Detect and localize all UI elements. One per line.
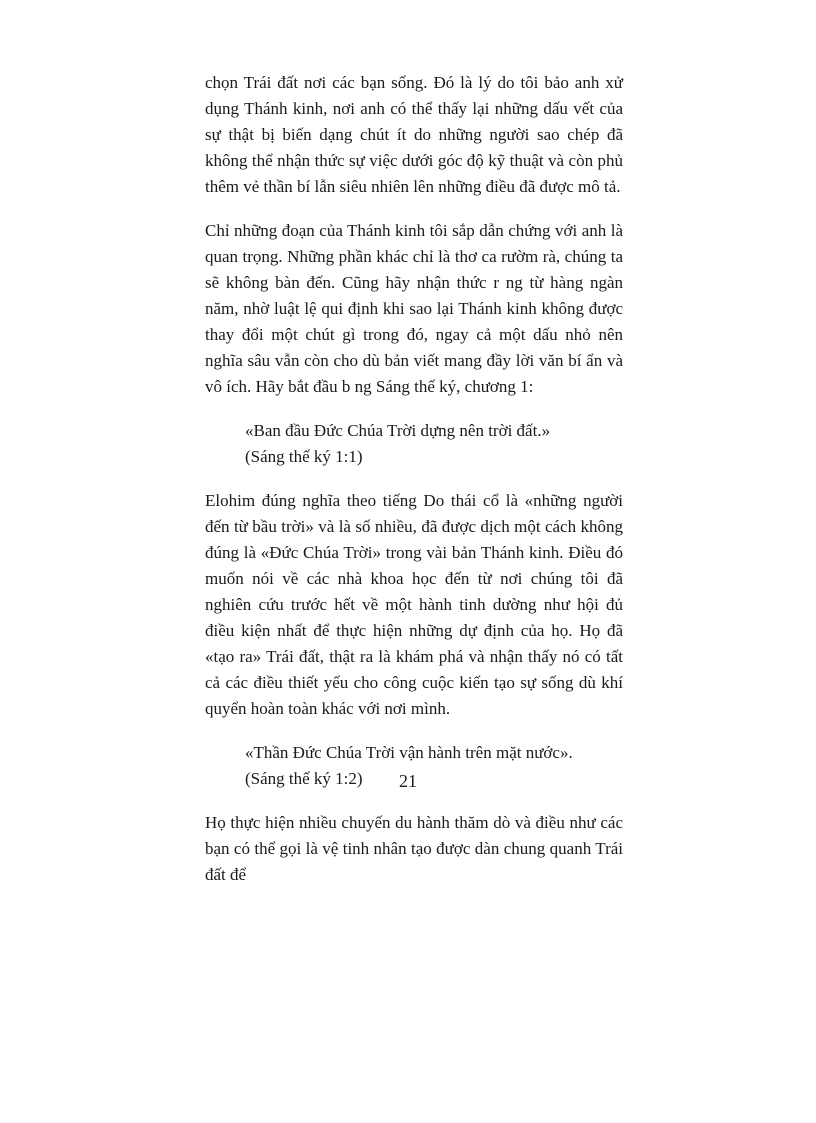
paragraph-3: Elohim đúng nghĩa theo tiếng Do thái cổ là «những người đến từ bầu trời» và là số nhiều, đã được dịch một cách không đúng là «Đức Chúa Trời» trong vài bản Thánh kinh. Điều đó muốn nói về các nhà khoa học đến từ nơi chúng tôi đã nghiên cứu trước hết về một hành tinh dường như hội đủ điều kiện nhất để thực hiện những dự định của họ. Họ đã «tạo ra» Trái đất, thật ra là khám phá và nhận thấy nó có tất cả các điều thiết yếu cho công cuộc kiến tạo sự sống dù khí quyển hoàn toàn khác với nơi mình.	[205, 491, 623, 718]
paragraph-1: chọn Trái đất nơi các bạn sống. Đó là lý do tôi bảo anh xử dụng Thánh kinh, nơi anh có thể thấy lại những dấu vết của sự thật bị biến dạng chút ít do những người sao chép đã không thể nhận thức sự việc dưới góc độ kỹ thuật và còn phủ thêm vẻ thần bí lẫn siêu nhiên lên những điều đã được mô tả.	[205, 73, 623, 196]
quote-genesis-1-2: «Thần Đức Chúa Trời vận hành trên mặt nước». (Sáng thế ký 1:2)	[245, 743, 573, 788]
quote-genesis-1-1: «Ban đầu Đức Chúa Trời dựng nên trời đất.» (Sáng thế ký 1:1)	[245, 421, 551, 466]
paragraph-4: Họ thực hiện nhiều chuyến du hành thăm dò và điều như các bạn có thể gọi là vệ tinh nhân tạo được dàn chung quanh Trái đất để	[205, 813, 623, 884]
page-number: 21	[399, 771, 417, 791]
paragraph-2: Chỉ những đoạn của Thánh kinh tôi sắp dẫn chứng với anh là quan trọng. Những phần khác chỉ là thơ ca rườm rà, chúng ta sẽ không bàn đến. Cũng hãy nhận thức r ng từ hàng ngàn năm, nhờ luật lệ qui định khi sao lại Thánh kinh không được thay đổi một chút gì trong đó, ngay cả một dấu nhỏ nên nghĩa sâu vẫn còn cho dù bản viết mang đầy lời văn bí ẩn và vô ích. Hãy bắt đầu b ng Sáng thế ký, chương 1:	[205, 221, 623, 396]
